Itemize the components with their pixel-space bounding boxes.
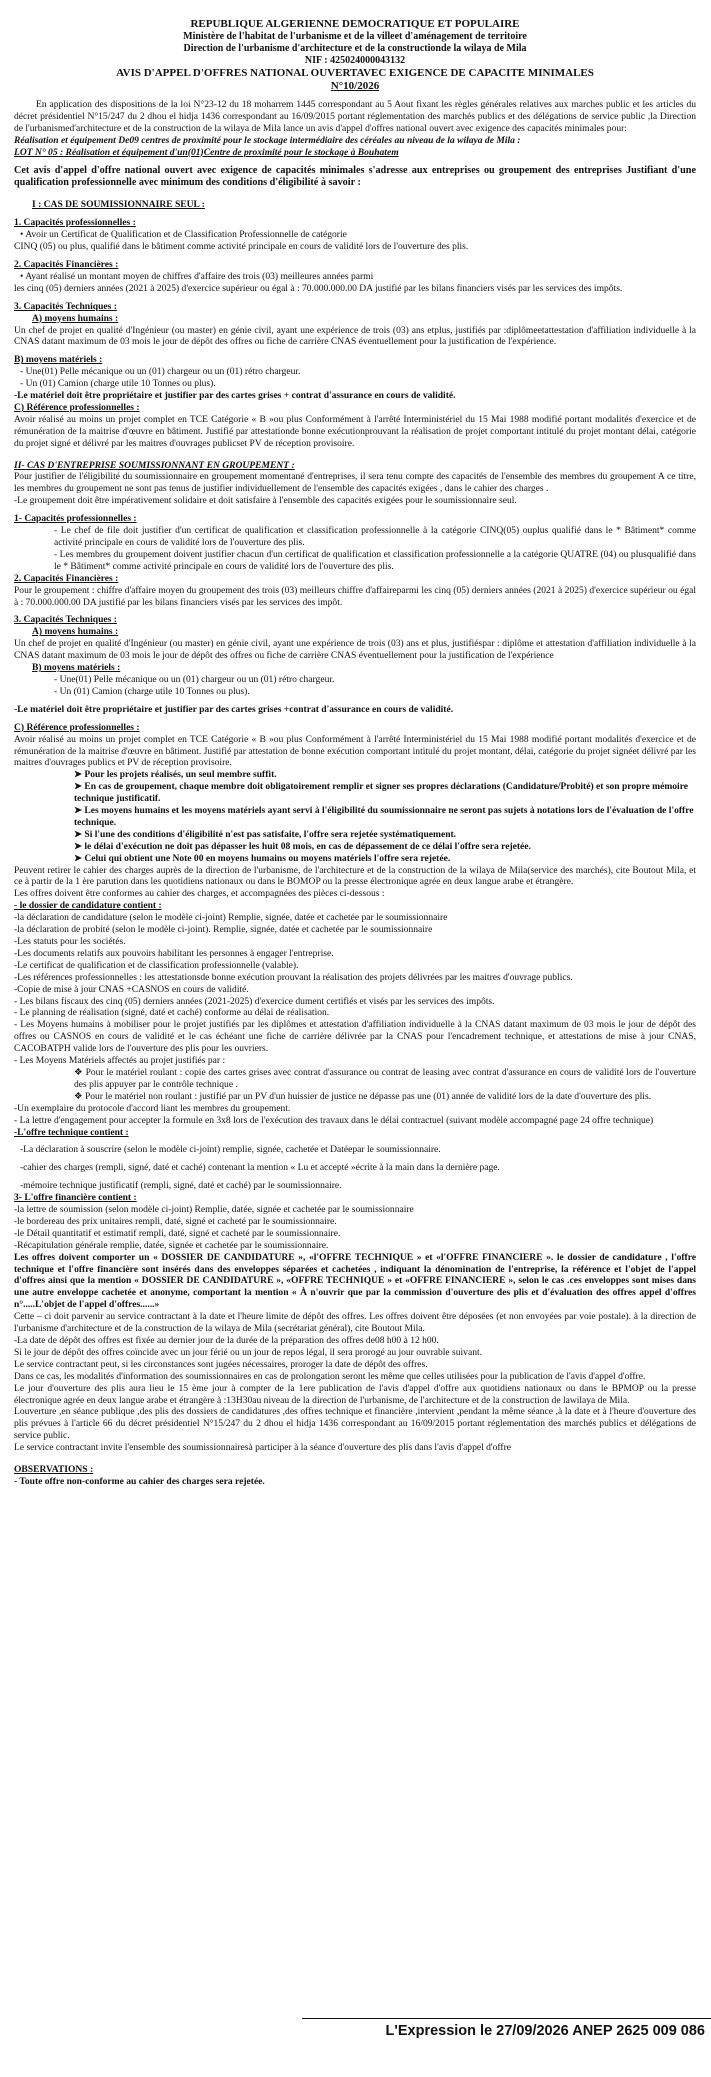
s1-cap-tech-title: 3. Capacités Techniques :: [14, 300, 117, 312]
s1-hum-text: Un chef de projet en qualité d'Ingénieur (ou master) en génie civil, ayant une expérience de trois (03) ans etplus, justifiés par :diplômeetattestation d'affiliation individuelle à la CNAS datant maximum de 03 mois le jour de dépôt des offres ou fiche de carrière CNAS éventuellement pour la justification de l'expérience.: [14, 324, 696, 348]
arrow-note: ➤ En cas de groupement, chaque membre doit obligatoirement remplir et signer ses propres déclarations (Candidature/Probité) et son propre mémoire technique justificatif.: [74, 781, 689, 805]
section2-title: II- CAS D'ENTREPRISE SOUMISSIONNANT EN GROUPEMENT :: [14, 459, 295, 471]
newspaper-footer: [0, 2018, 711, 2044]
s1-cap-pro-1: • Avoir un Certificat de Qualification et de Classification Professionnelle de catégorie: [20, 229, 347, 241]
arrow-note: ➤ Pour les projets réalisés, un seul membre suffit.: [74, 769, 277, 781]
s2-intro2: -Le groupement doit être impérativement solidaire et doit satisfaire à l'ensemble des capacités exigées pour le soumissionnaire seul.: [14, 495, 517, 507]
list-item: - Les Moyens Matériels affectés au projet justifiés par :: [14, 1055, 226, 1067]
nif-line: NIF : 425024000043132: [304, 55, 406, 66]
list-item: -Les documents relatifs aux pouvoirs habilitant les personnes à engager l'entreprise.: [14, 947, 334, 959]
closing-paragraph: Si le jour de dépôt des offres coïncide avec un jour férié ou un jour de repos légal, il sera prorogé au jour ouvrable suivant.: [14, 1346, 483, 1358]
dossier-intro: Les offres doivent être conformes au cahier des charges, et accompagnées des pièces ci-dessous :: [14, 888, 385, 900]
list-item: -cahier des charges (rempli, signé, daté et caché) contenant la mention « Lu et accepté »écrite à la main dans la dernière page.: [20, 1162, 500, 1174]
s2-cap-pro-1: - Le chef de file doit justifier d'un certificat de qualification et classification professionnelle à la catégorie CINQ(05) ouplus qualifié dans le * Bâtiment* comme activité principale en cours de validité lors de l'ouverture des plis.: [54, 525, 696, 548]
list-item: -Un exemplaire du protocole d'accord liant les membres du groupement.: [14, 1102, 291, 1114]
intro-text: En application des dispositions de la loi N°23-12 du 18 moharrem 1445 correspondant au 5 Aout fixant les règles générales relatives aux marches public et les articles du décret présidentiel N°15/247 du 2 dhou el hidja 1436 correspondant au 16/09/2015 portant réglementation des marchés publics et des délégations de service public ,la Direction de l'urbanismed'architecture et de la construction de la wilaya de Mila lance un avis d'appel d'offres national ouvert avec exigence des capacités minimales pour:: [14, 99, 696, 134]
project-title: Réalisation et équipement De09 centres de proximité pour le stockage intermédiaire des céréales au niveau de la wilaya de Mila :: [14, 134, 521, 146]
observations-text: - Toute offre non-conforme au cahier des charges sera rejetée.: [14, 1475, 265, 1487]
arrow-note: ➤ le délai d'exécution ne doit pas dépasser les huit 08 mois, en cas de dépassement de ce délai l'offre sera rejetée.: [74, 840, 531, 852]
s1-cap-fin-1: • Ayant réalisé un montant moyen de chiffres d'affaire des trois (03) meilleures années parmi: [20, 270, 374, 282]
s1-cap-fin-title: 2. Capacités Financières :: [14, 258, 119, 270]
s2-cap-fin-title: 2. Capacités Financières :: [14, 572, 119, 584]
list-item: - Les bilans fiscaux des cinq (05) derniers années (2021-2025) d'exercice dument certifiés et visés par les services des impôts.: [14, 995, 495, 1007]
offre-tech-title: -L'offre technique contient :: [14, 1126, 129, 1138]
arrow-note: ➤ Si l'une des conditions d'éligibilité n'est pas satisfaite, l'offre sera rejetée systématiquement.: [74, 828, 457, 840]
s2-cap-pro-2: - Les membres du groupement doivent justifier chacun d'un certificat de qualification et classification professionnelle a la catégorie QUATRE (04) ou plusqualifié dans le * Bâtiment* comme activité principale en cours de validité lors de l'ouverture des plis.: [54, 548, 696, 572]
s1-mat-note: -Le matériel doit être propriétaire et justifier par des cartes grises + contrat d'assurance en cours de validité.: [14, 390, 456, 402]
closing-paragraph: Dans ce cas, les modalités d'information des soumissionnaires en cas de prolongation seront les même que celles utilisées pour la publication de l'avis d'appel d'offre.: [14, 1370, 646, 1382]
list-item: - Les Moyens humains à mobiliser pour le projet justifiés par les diplômes et attestation d'affiliation individuelle à la CNAS datant maximum de 03 mois le jour de dépôt des offres ou CASNOS en cours de validité et le cas échéant une fiche de carrière délivrée par la CNAS pour l'encadrement technique, et attestations de mise à jour CNAS, CACOBATPH valide lors de l'ouverture des plis pour les ouvriers.: [14, 1019, 696, 1055]
closing-paragraph: Louverture ,en séance publique ,des plis des dossiers de candidatures ,des offres technique et financière ,intervient ,pendant la même séance ,à la date et à l'heure d'ouverture des plis prévues à l'article 66 du décret présidentiel N°15/247 du 2 dhou el hidja 1436 correspondant au 16/09/2015 portant réglementation des marchés publics et délégations de service public.: [14, 1406, 696, 1442]
s2-hum-title: A) moyens humains :: [32, 626, 119, 638]
s2-intro: Pour justifier de l'éligibilité du soumissionnaire en groupement momentané d'entreprises, il sera tenu compte des capacités de l'ensemble des membres du groupement A ce titre, les membres du groupement ne sont pas tenus de justifier individuellement de l'ensemble des capacités exigées , dans le cahier des charges .: [14, 471, 696, 495]
lead-paragraph: Cet avis d'appel d'offre national ouvert avec exigence de capacités minimales s'adresse aux entreprises ou groupement des entreprises Justifiant d'une qualification professionnelle avec minimum des conditions d'éligibilité à savoir :: [14, 164, 696, 188]
list-item: -la déclaration de probité (selon le modèle ci-joint). Remplie, signée, datée et cachetée par le soumissionnaire: [14, 924, 433, 936]
list-item: -le Détail quantitatif et estimatif rempli, daté, signé et cacheté par le soumissionnaire.: [14, 1227, 341, 1239]
s2-mat-1: - Une(01) Pelle mécanique ou un (01) chargeur ou un (01) rétro chargeur.: [54, 673, 335, 685]
s2-ref-title: C) Référence professionnelles :: [14, 721, 140, 733]
closing-paragraph: Cette – ci doit parvenir au service contractant à la date et l'heure limite de dépôt des offres. Les offres doivent être déposées (et non envoyées par voie postale). à la direction de l'urbanisme d'architecture et de la construction de la wilaya de Mila (secrétariat général), cite Boutout Mila.: [14, 1311, 696, 1335]
retrait-text: Peuvent retirer le cahier des charges auprès de la direction de l'urbanisme, de l'architecture et de la construction de la wilaya de Mila(service des marchés), cite Boutout Mila, et ce à partir de la 1 ère parution dans les quotidiens nationaux ou dans le BOMOP ou la presse électronique agrée en deux langue arabe et étrangère.: [14, 864, 696, 888]
s2-cap-tech-title: 3. Capacités Techniques :: [14, 614, 117, 626]
s1-cap-pro-2: CINQ (05) ou plus, qualifié dans le bâtiment comme activité principale en cours de validité lors de l'ouverture des plis.: [14, 241, 469, 253]
s2-hum-text: Un chef de projet en qualité d'Ingénieur (ou master) en génie civil, ayant une expérience de trois (03) ans et plus, justifiéspar : diplôme et attestation d'affiliation individuelle à la CNAS datant maximum de 03 mois le jour de dépôt des offres ou fiche de carrière CNAS éventuellement pour la justification de l'expérience: [14, 638, 696, 662]
s2-cap-fin-text: Pour le groupement : chiffre d'affaire moyen du groupement des trois (03) meilleurs chiffre d'affaireparmi les cinq (05) derniers années (2021 à 2025) d'exercice supérieur ou égal à : 70.000.000.00 DA justifié par les bilans financiers visés par les services des impôt.: [14, 584, 696, 608]
list-item: -mémoire technique justificatif (rempli, signé, daté et caché) par le soumissionnaire.: [20, 1180, 342, 1192]
s1-mat-1: - Une(01) Pelle mécanique ou un (01) chargeur ou un (01) rétro chargeur.: [20, 366, 301, 378]
notice-number: N°10/2026: [330, 80, 380, 92]
notice-header: [14, 18, 696, 93]
s1-mat-title: B) moyens matériels :: [14, 354, 103, 366]
list-item: -Récapitulation générale remplie, datée, signée et cachetée par le soumissionnaire.: [14, 1239, 329, 1251]
direction-line: Direction de l'urbanisme d'architecture et de la constructionde la wilaya de Mila: [183, 43, 527, 54]
arrow-note: ➤ Celui qui obtient une Note 00 en moyens humains ou moyens matériels l'offre sera rejetée.: [74, 852, 451, 864]
notice-body: [14, 18, 696, 1488]
footer-credit: L'Expression le 27/09/2026 ANEP 2625 009 086: [385, 2023, 705, 2039]
closing-paragraph: -La date de dépôt des offres est fixée au dernier jour de la durée de la préparation des offres de08 h00 à 12 h00.: [14, 1335, 439, 1346]
list-item: -Les statuts pour les sociétés.: [14, 936, 126, 947]
s2-ref-text: Avoir réalisé au moins un projet complet en TCE Catégorie « B »ou plus Conformément à l'arrêté Interministériel du 15 Mai 1988 modifié portant modalités d'exercice et de rémunération de la maitrise d'œuvre en bâtiment. Justifié par attestation de bonne exécution comportant intitulé du projet montant, délai, catégorie du projet signéet délivré par les maitres d'ouvrages publics et PV de réception provisoire.: [14, 733, 696, 769]
closing-paragraph: Le service contractant peut, si les circonstances sont jugées nécessaires, proroger la date de dépôt des offres.: [14, 1358, 428, 1370]
s2-mat-title: B) moyens matériels :: [32, 662, 121, 674]
republic-line: REPUBLIQUE ALGERIENNE DEMOCRATIQUE ET POPULAIRE: [190, 18, 520, 30]
list-item: -la déclaration de candidature (selon le modèle ci-joint) Remplie, signée, datée et cachetée par le soumissionnaire: [14, 912, 448, 924]
s1-ref-title: C) Référence professionnelles :: [14, 401, 140, 413]
s1-mat-2: - Un (01) Camion (charge utile 10 Tonnes ou plus).: [20, 378, 216, 390]
closing-paragraph: Les offres doivent comporter un « DOSSIER DE CANDIDATURE », «l'OFFRE TECHNIQUE » et «l'OFFRE FINANCIERE ». le dossier de candidature , l'offre technique et l'offre financière sont insérés dans des enveloppes séparées et cachetées , indiquant la dénomination de l'entreprise, la référence et l'objet de l'appel d'offres ainsi que la mention « DOSSIER DE CANDIDATURE », «OFFRE TECHNIQUE » et «OFFRE FINANCIERE », selon le cas .ces enveloppes sont mises dans une autre enveloppe cachetée et anonyme, comportant la mention « À n'ouvrir que par la commission d'ouverture des plis et d'évaluation des offres appel d'offres n°.....L'objet de l'appel d'offres......»: [14, 1251, 696, 1311]
list-item: - La lettre d'engagement pour accepter la formule en 3x8 lors de l'exécution des travaux dans le délai contractuel (suivant modèle accompagné page 24 offre technique): [14, 1114, 654, 1126]
notice-title: AVIS D'APPEL D'OFFRES NATIONAL OUVERTAVEC EXIGENCE DE CAPACITE MINIMALES: [116, 67, 594, 79]
s1-cap-fin-2: les cinq (05) derniers années (2021 à 2025) d'exercice supérieur ou égal à : 70.000.000.00 DA justifié par les bilans financiers visés par les services des impôts.: [14, 282, 623, 294]
ministry-line: Ministère de l'habitat de l'urbanisme et de la villeet d'aménagement de territoire: [183, 31, 527, 42]
observations-title: OBSERVATIONS :: [14, 1464, 94, 1476]
arrow-note: ➤ Les moyens humains et les moyens matériels ayant servi à l'éligibilité du soumissionnaire ne seront pas sujets à notations lors de l'évaluation de l'offre technique.: [74, 805, 694, 828]
s1-hum-title: A) moyens humains :: [32, 312, 119, 324]
list-item: - Le planning de réalisation (signé, daté et caché) conforme au délai de réalisation.: [14, 1007, 330, 1019]
list-item: -le bordereau des prix unitaires rempli, daté, signé et cacheté par le soumissionnaire.: [14, 1215, 337, 1227]
list-item: -Copie de mise à jour CNAS +CASNOS en cours de validité.: [14, 983, 249, 995]
section1-title: I : CAS DE SOUMISSIONNAIRE SEUL :: [32, 199, 205, 211]
s1-ref-text: Avoir réalisé au moins un projet complet en TCE Catégorie « B »ou plus Conformément à l'arrêté Interministériel du 15 Mai 1988 modifié portant modalités d'exercice et de rémunération de la maitrise d'œuvre en bâtiment. Justifié par attestationde bonne exécutionprouvant la réalisation de projet comportant intitulé du projet montant délai, catégorie du projet signé et délivré par les maitres d'ouvrages publicset PV de réception provisoire.: [14, 413, 696, 449]
s2-mat-2: - Un (01) Camion (charge utile 10 Tonnes ou plus).: [54, 685, 250, 697]
diamond-item: ❖ Pour le matériel roulant : copie des cartes grises avec contrat d'assurance ou contrat de leasing avec contrat d'assurance en cours de validité lors de l'ouverture des plis appuyer par le contrôle technique .: [74, 1066, 696, 1090]
s2-mat-note: -Le matériel doit être propriétaire et justifier par des cartes grises +contrat d'assurance en cours de validité.: [14, 703, 454, 715]
list-item: -la lettre de soumission (selon modèle ci-joint) Remplie, datée, signée et cachetée par le soumissionnaire: [14, 1204, 414, 1216]
list-item: -Le certificat de qualification et de classification professionnelle (valable).: [14, 959, 299, 971]
list-item: -La déclaration à souscrire (selon le modèle ci-joint) remplie, signée, cachetée et Datéepar le soumissionnaire.: [20, 1144, 441, 1156]
diamond-item: ❖ Pour le matériel non roulant : justifié par un PV d'un huissier de justice ne dépasse pas une (01) année de validité lors de la date d'ouverture des plis.: [74, 1090, 652, 1102]
dossier-title: - le dossier de candidature contient :: [14, 900, 162, 912]
s1-cap-pro-title: 1. Capacités professionnelles :: [14, 217, 136, 229]
closing-paragraph: Le service contractant invite l'ensemble des soumissionnairesà participer à la séance d'ouverture des plis dans l'avis d'appel d'offre: [14, 1442, 511, 1454]
footer-box: [302, 2018, 711, 2045]
lot-title: LOT N° 05 : Réalisation et équipement d'un(01)Centre de proximité pour le stockage à Bouhatem: [14, 146, 399, 158]
list-item: -Les références professionnelles : les attestationsde bonne exécution prouvant la réalisation des projets délivrées par les maitres d'ouvrage publics.: [14, 971, 573, 983]
closing-paragraph: Le jour d'ouverture des plis aura lieu le 15 ème jour à compter de la 1ere publication de l'avis d'appel d'offre aux quotidiens nationaux ou dans le BPMOP ou la presse électronique agrée en deux langue arabe et étrangère à :13H30au niveau de la direction de l'urbanisme, de l'architecture et de la construction de lawilaya de Mila.: [14, 1382, 696, 1406]
s2-cap-pro-title: 1- Capacités professionnelles :: [14, 513, 137, 525]
offre-fin-title: 3- L'offre financière contient :: [14, 1192, 137, 1204]
